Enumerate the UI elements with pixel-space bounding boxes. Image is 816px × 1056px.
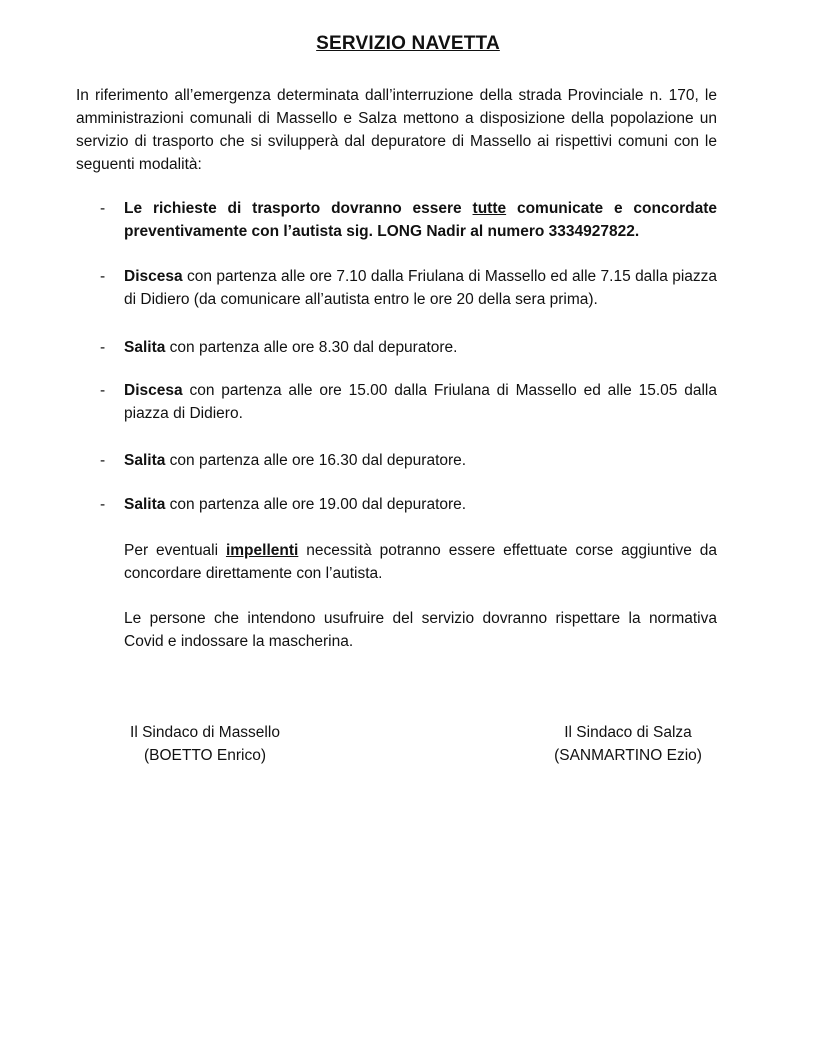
list-item-text: Discesa con partenza alle ore 7.10 dalla Friulana di Massello ed alle 7.15 dalla piazza di Didiero (da comunicare all’autista entro le ore 20 della sera prima). xyxy=(124,268,717,308)
document-title: SERVIZIO NAVETTA xyxy=(316,33,500,54)
emphasis-underlined: tutte xyxy=(472,200,507,217)
direction-label: Salita xyxy=(124,339,166,356)
signature-name: (BOETTO Enrico) xyxy=(143,747,266,764)
bullet-dash: - xyxy=(100,268,106,285)
list-item-text: Le richieste di trasporto dovranno essere tutte comunicate e concordate preventivamente con l’autista sig. LONG Nadir al numero 3334927822. xyxy=(124,200,717,240)
emphasis-underlined: impellenti xyxy=(225,542,299,559)
bullet-dash: - xyxy=(100,339,106,356)
signature-name: (SANMARTINO Ezio) xyxy=(554,747,702,764)
direction-label: Discesa xyxy=(124,268,183,285)
signature-role: Il Sindaco di Salza xyxy=(564,724,692,741)
extra-trips-note: Per eventuali impellenti necessità potranno essere effettuate corse aggiuntive da concordare direttamente con l’autista. xyxy=(124,542,717,582)
direction-label: Salita xyxy=(124,496,166,513)
bullet-dash: - xyxy=(100,452,106,469)
list-item-text: Salita con partenza alle ore 16.30 dal depuratore. xyxy=(124,452,467,469)
signature-massello xyxy=(124,721,286,767)
intro-paragraph: In riferimento all’emergenza determinata dall’interruzione della strada Provinciale n. 170, le amministrazioni comunali di Massello e Salza mettono a disposizione della popolazione un servizio di trasporto che si svilupperà dal depuratore di Massello ai rispettivi comuni con le seguenti modalità: xyxy=(76,87,717,173)
covid-note: Le persone che intendono usufruire del servizio dovranno rispettare la normativa Covid e indossare la mascherina. xyxy=(124,610,717,650)
list-item-text: Salita con partenza alle ore 19.00 dal depuratore. xyxy=(124,496,467,513)
signature-role: Il Sindaco di Massello xyxy=(130,724,280,741)
bullet-dash: - xyxy=(100,496,106,513)
bullet-dash: - xyxy=(100,382,106,399)
direction-label: Salita xyxy=(124,452,166,469)
bullet-dash: - xyxy=(100,200,106,217)
list-item-text: Discesa con partenza alle ore 15.00 dalla Friulana di Massello ed alle 15.05 dalla piazza di Didiero. xyxy=(124,382,717,422)
direction-label: Discesa xyxy=(124,382,183,399)
list-item-text: Salita con partenza alle ore 8.30 dal depuratore. xyxy=(124,339,458,356)
signature-salza xyxy=(546,721,710,767)
